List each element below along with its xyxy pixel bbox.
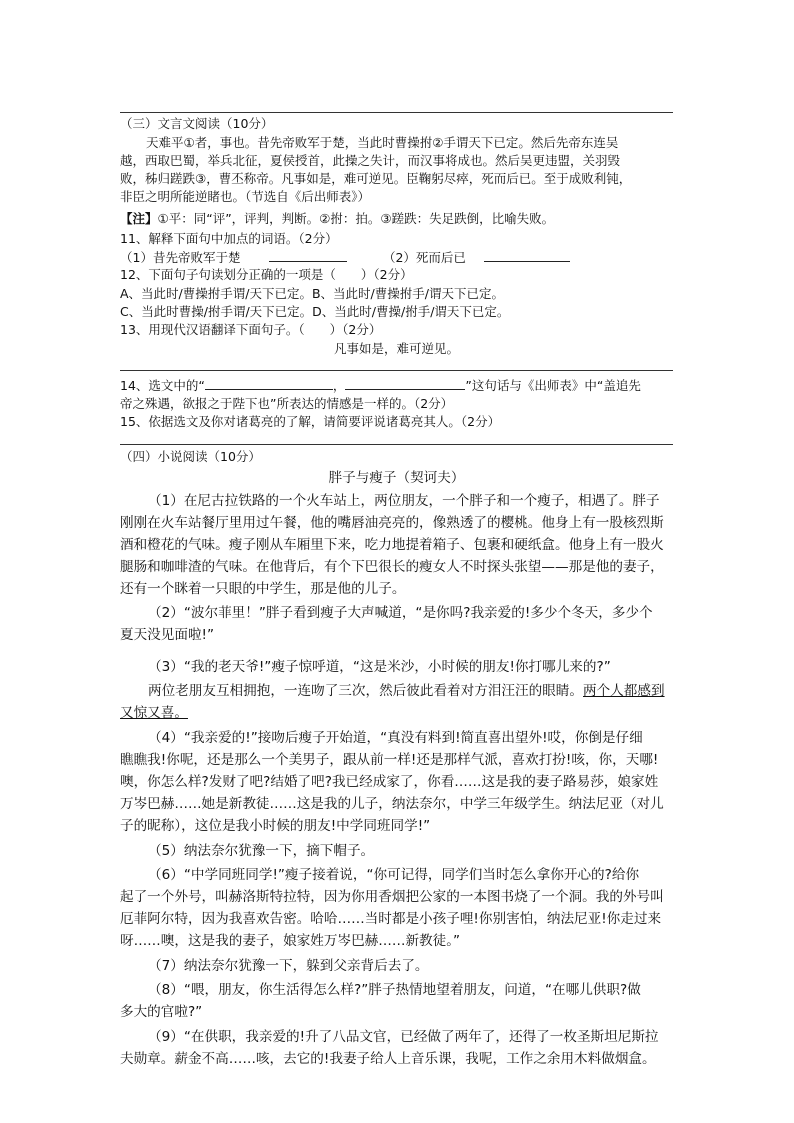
paragraph-line: （7）纳法奈尔犹豫一下，躲到父亲背后去了。 — [148, 958, 429, 974]
question-13-sentence: 凡事如是，难可逆见。 — [333, 341, 459, 356]
passage-line: 越，西取巴蜀，举兵北征，夏侯授首，此操之失计，而汉事将成也。然后吴更违盟，关羽毁 — [120, 153, 621, 168]
passage-line: 天难平①者，事也。昔先帝败军于楚，当此时曹操拊②手谓天下已定。然后先帝东连吴 — [146, 135, 619, 150]
section4-heading: （四）小说阅读（10分） — [120, 449, 261, 464]
answer-line[interactable] — [120, 370, 673, 371]
paragraph-line: （1）在尼古拉铁路的一个火车站上，两位朋友，一个胖子和一个瘦子，相遇了。胖子 — [148, 493, 660, 509]
note-tag: 【注】 — [120, 211, 158, 226]
paragraph-line: （8）“喂，朋友，你生活得怎么样?”胖子热情地望着朋友，问道，“在哪儿供职?做 — [148, 982, 641, 998]
question-12: 12、下面句子句读划分正确的一项是（ ）（2分） — [120, 267, 413, 282]
paragraph-line: 瞧瞧我!你呢，还是那么一个美男子，跟从前一样!还是那样气派，喜欢打扮!咳，你，天哪! — [120, 752, 659, 768]
answer-blank[interactable] — [205, 376, 333, 390]
answer-blank[interactable] — [269, 248, 347, 262]
paragraph-line: 多大的官啦?” — [120, 1004, 203, 1020]
paragraph-line: （3）“我的老天爷!”瘦子惊呼道，“这是米沙，小时候的朋友!你打哪儿来的?” — [148, 659, 611, 675]
paragraph-line: 还有一个眯着一只眼的中学生，那是他的儿子。 — [120, 581, 406, 597]
p3b-text: 两位老朋友互相拥抱，一连吻了三次，然后彼此看着对方泪汪汪的眼睛。 — [148, 683, 583, 699]
paragraph-line: （9）“在供职，我亲爱的!升了八品文官，已经做了两年了，还得了一枚圣斯坦尼斯拉 — [148, 1029, 659, 1045]
answer-line[interactable] — [120, 444, 673, 445]
paragraph-line: 起了一个外号，叫赫洛斯特拉特，因为你用香烟把公家的一本图书烧了一个洞。我的外号叫 — [120, 889, 664, 905]
underlined-phrase: 又惊又喜。 — [120, 705, 188, 721]
question-12-options-cd: C、当此时曹操/拊手谓/天下已定。D、当此时/曹操/拊手/谓天下已定。 — [120, 304, 510, 319]
paragraph-line: （4）“我亲爱的!”接吻后瘦子开始道，“真没有料到!简直喜出望外!哎，你倒是仔细 — [148, 730, 643, 746]
answer-blank[interactable] — [484, 248, 570, 262]
question-11: 11、解释下面句中加点的词语。（2分） — [120, 231, 338, 246]
q14-suffix: ”这句话与《出师表》中“盖追先 — [465, 378, 641, 393]
q14-comma: ， — [332, 378, 346, 393]
passage-line: 败，秭归蹉跌③，曹丕称帝。凡事如是，难可逆见。臣鞠躬尽瘁，死而后已。至于成败利钝， — [120, 171, 632, 186]
paragraph-line: 刚刚在火车站餐厅里用过午餐，他的嘴唇油亮亮的，像熟透了的樱桃。他身上有一股核烈斯 — [120, 515, 664, 531]
underlined-phrase: 两个人都感到 — [583, 683, 665, 699]
paragraph-line — [120, 702, 680, 724]
paragraph-line: 噢，你怎么样?发财了吧?结婚了吧?我已经成家了，你看……这是我的妻子路易莎，娘家姓 — [120, 774, 659, 790]
paragraph-line: 呀……噢，这是我的妻子，娘家姓万岑巴赫……新教徒。” — [120, 933, 461, 949]
paragraph-line: 酒和橙花的气味。瘦子刚从车厢里下来，吃力地提着箱子、包裹和硬纸盒。他身上有一股火 — [120, 537, 664, 553]
paragraph-line: （6）“中学同班同学!”瘦子接着说，“你可记得，同学们当时怎么拿你开心的?给你 — [148, 867, 640, 883]
section3-heading: （三）文言文阅读（10分） — [120, 116, 274, 131]
paragraph-line: （2）“波尔菲里！”胖子看到瘦子大声喊道，“是你吗?我亲爱的!多少个冬天，多少个 — [148, 605, 653, 621]
paragraph-line: 夏天没见面啦!” — [120, 627, 215, 643]
note-text: ①平：同“评”，评判，判断。②拊：拍。③蹉跌：失足跌倒，比喻失败。 — [157, 211, 555, 226]
paragraph-line: 万岑巴赫……她是新教徒……这是我的儿子，纳法奈尔，中学三年级学生。纳法尼亚（对儿 — [120, 796, 664, 812]
paragraph-line: 子的昵称），这位是我小时候的朋友!中学同班同学!” — [120, 818, 431, 834]
q14-prefix: 14、选文中的“ — [120, 378, 205, 393]
question-11-items — [120, 248, 680, 267]
question-15: 15、依据选文及你对诸葛亮的了解，请简要评说诸葛亮其人。（2分） — [120, 414, 501, 429]
question-13: 13、用现代汉语翻译下面句子。（ ）（2分） — [120, 322, 382, 337]
question-12-options-ab: A、当此时/曹操拊手谓/天下已定。B、当此时/曹操拊手/谓天下已定。 — [120, 286, 504, 301]
paragraph-line: 厄菲阿尔特，因为我喜欢告密。哈哈……当时都是小孩子哩!你别害怕，纳法尼亚!你走过来 — [120, 911, 662, 927]
story-title: 胖子与瘦子（契诃夫） — [328, 470, 465, 486]
paragraph-line: 腿肠和咖啡渣的气味。在他背后，有个下巴很长的瘦女人不时探头张望——那是他的妻子， — [120, 559, 664, 575]
q11-item-a: （1）昔先帝败军于楚 — [120, 250, 241, 265]
answer-blank[interactable] — [345, 376, 465, 390]
passage-line: 非臣之明所能逆睹也。（节选自《后出师表》） — [120, 189, 371, 204]
annotation-note — [120, 210, 680, 228]
question-14-cont: 帝之殊遇，欲报之于陛下也”所表达的情感是一样的。（2分） — [120, 396, 454, 411]
paragraph-line: （5）纳法奈尔犹豫一下，摘下帽子。 — [148, 843, 375, 859]
question-14 — [120, 376, 680, 395]
paragraph-line: 夫勋章。薪金不高……咳，去它的!我妻子给人上音乐课，我呢，工作之余用木料做烟盒。 — [120, 1051, 656, 1067]
paragraph-line — [148, 680, 708, 702]
q11-item-b: （2）死而后已 — [382, 250, 466, 265]
divider-top — [120, 112, 673, 113]
